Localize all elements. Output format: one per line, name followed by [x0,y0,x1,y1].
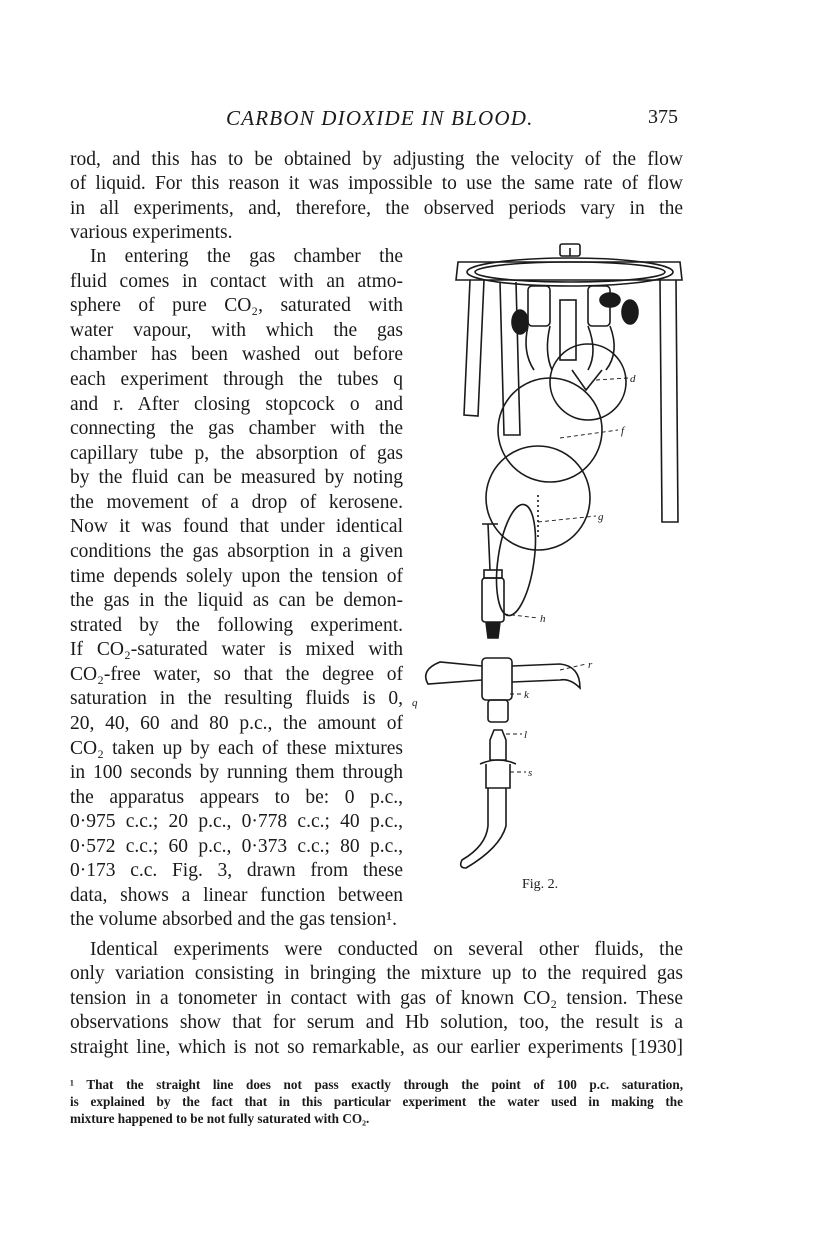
disc-g [486,446,590,550]
text-line: Identical experiments were conducted on several other fluids, the [90,939,683,960]
text-line: Now it was found that under identical [70,516,403,537]
text-line: CO₂-free water, so that the degree of [70,664,403,685]
text-line: conditions the gas absorption in a given [70,541,403,562]
text-line: chamber has been washed out before [70,344,403,365]
text-line: the apparatus appears to be: 0 p.c., [70,787,403,808]
text-line: water vapour, with which the gas [70,320,403,341]
lower-tube [461,730,516,868]
text-line: only variation consisting in bringing the mixture up to the required gas [70,963,683,984]
text-line: the volume absorbed and the gas tension¹. [70,909,397,930]
text-line: In entering the gas chamber the [90,246,403,267]
text-line: 20, 40, 60 and 80 p.c., the amount of [70,713,403,734]
text-line: by the fluid can be measured by noting [70,467,403,488]
text-line: the gas in the liquid as can be demon- [70,590,403,611]
label-d: d [630,373,636,385]
figure-caption: Fig. 2. [522,877,559,892]
text-line: observations show that for serum and Hb solution, too, the result is a [70,1012,683,1033]
apparatus-figure [410,240,700,900]
text-line: fluid comes in contact with an atmo- [70,271,403,292]
running-header-title: CARBON DIOXIDE IN BLOOD. [226,106,534,130]
text-line: strated by the following experiment. [70,615,403,636]
text-line: in 100 seconds by running them through [70,762,403,783]
disc-d [550,344,626,420]
text-line: capillary tube p, the absorption of gas [70,443,403,464]
text-line: 0·572 c.c.; 60 p.c., 0·373 c.c.; 80 p.c., [70,836,403,857]
text-line: 0·975 c.c.; 20 p.c., 0·778 c.c.; 40 p.c., [70,811,403,832]
text-line: in all experiments, and, therefore, the observed periods vary in the [70,198,683,219]
text-line: tension in a tonometer in contact with gas of known CO₂ tension. These [70,988,683,1009]
cross-piece [426,658,580,722]
disc-tilted [490,502,541,618]
text-line: straight line, which is not so remarkable, as our earlier experiments [1930] [70,1037,683,1058]
label-r: r [588,659,593,671]
footnote-line: ¹ That the straight line does not pass exactly through the point of 100 p.c. saturation, [70,1077,683,1092]
label-l: l [524,729,528,741]
footnote-line: mixture happened to be not fully saturated with CO₂. [70,1111,370,1126]
text-line: connecting the gas chamber with the [70,418,403,439]
page-number: 375 [648,106,678,128]
text-line: time depends solely upon the tension of [70,566,403,587]
label-h: h [540,613,546,625]
text-line: rod, and this has to be obtained by adjusting the velocity of the flow [70,149,683,170]
text-line: sphere of pure CO₂, saturated with [70,295,403,316]
text-line: the movement of a drop of kerosene. [70,492,403,513]
footnote-line: is explained by the fact that in this particular experiment the water used in making the [70,1094,683,1109]
text-line: CO₂ taken up by each of these mixtures [70,738,403,759]
text-line: If CO₂-saturated water is mixed with [70,639,403,660]
stopcock-assembly [512,286,638,370]
text-line: 0·173 c.c. Fig. 3, drawn from these [70,860,403,881]
label-s: s [528,767,533,779]
disc-f [498,378,602,482]
text-line: and r. After closing stopcock o and [70,394,403,415]
label-k: k [524,689,529,701]
text-line: saturation in the resulting fluids is 0, [70,688,403,709]
label-f: f [621,425,625,437]
label-g: g [598,511,604,523]
text-line: of liquid. For this reason it was impossible to use the same rate of flow [70,173,683,194]
text-line: data, shows a linear function between [70,885,403,906]
label-q: q [412,697,418,709]
label-leaders [504,378,628,772]
text-line: various experiments. [70,222,233,243]
text-line: each experiment through the tubes q [70,369,403,390]
